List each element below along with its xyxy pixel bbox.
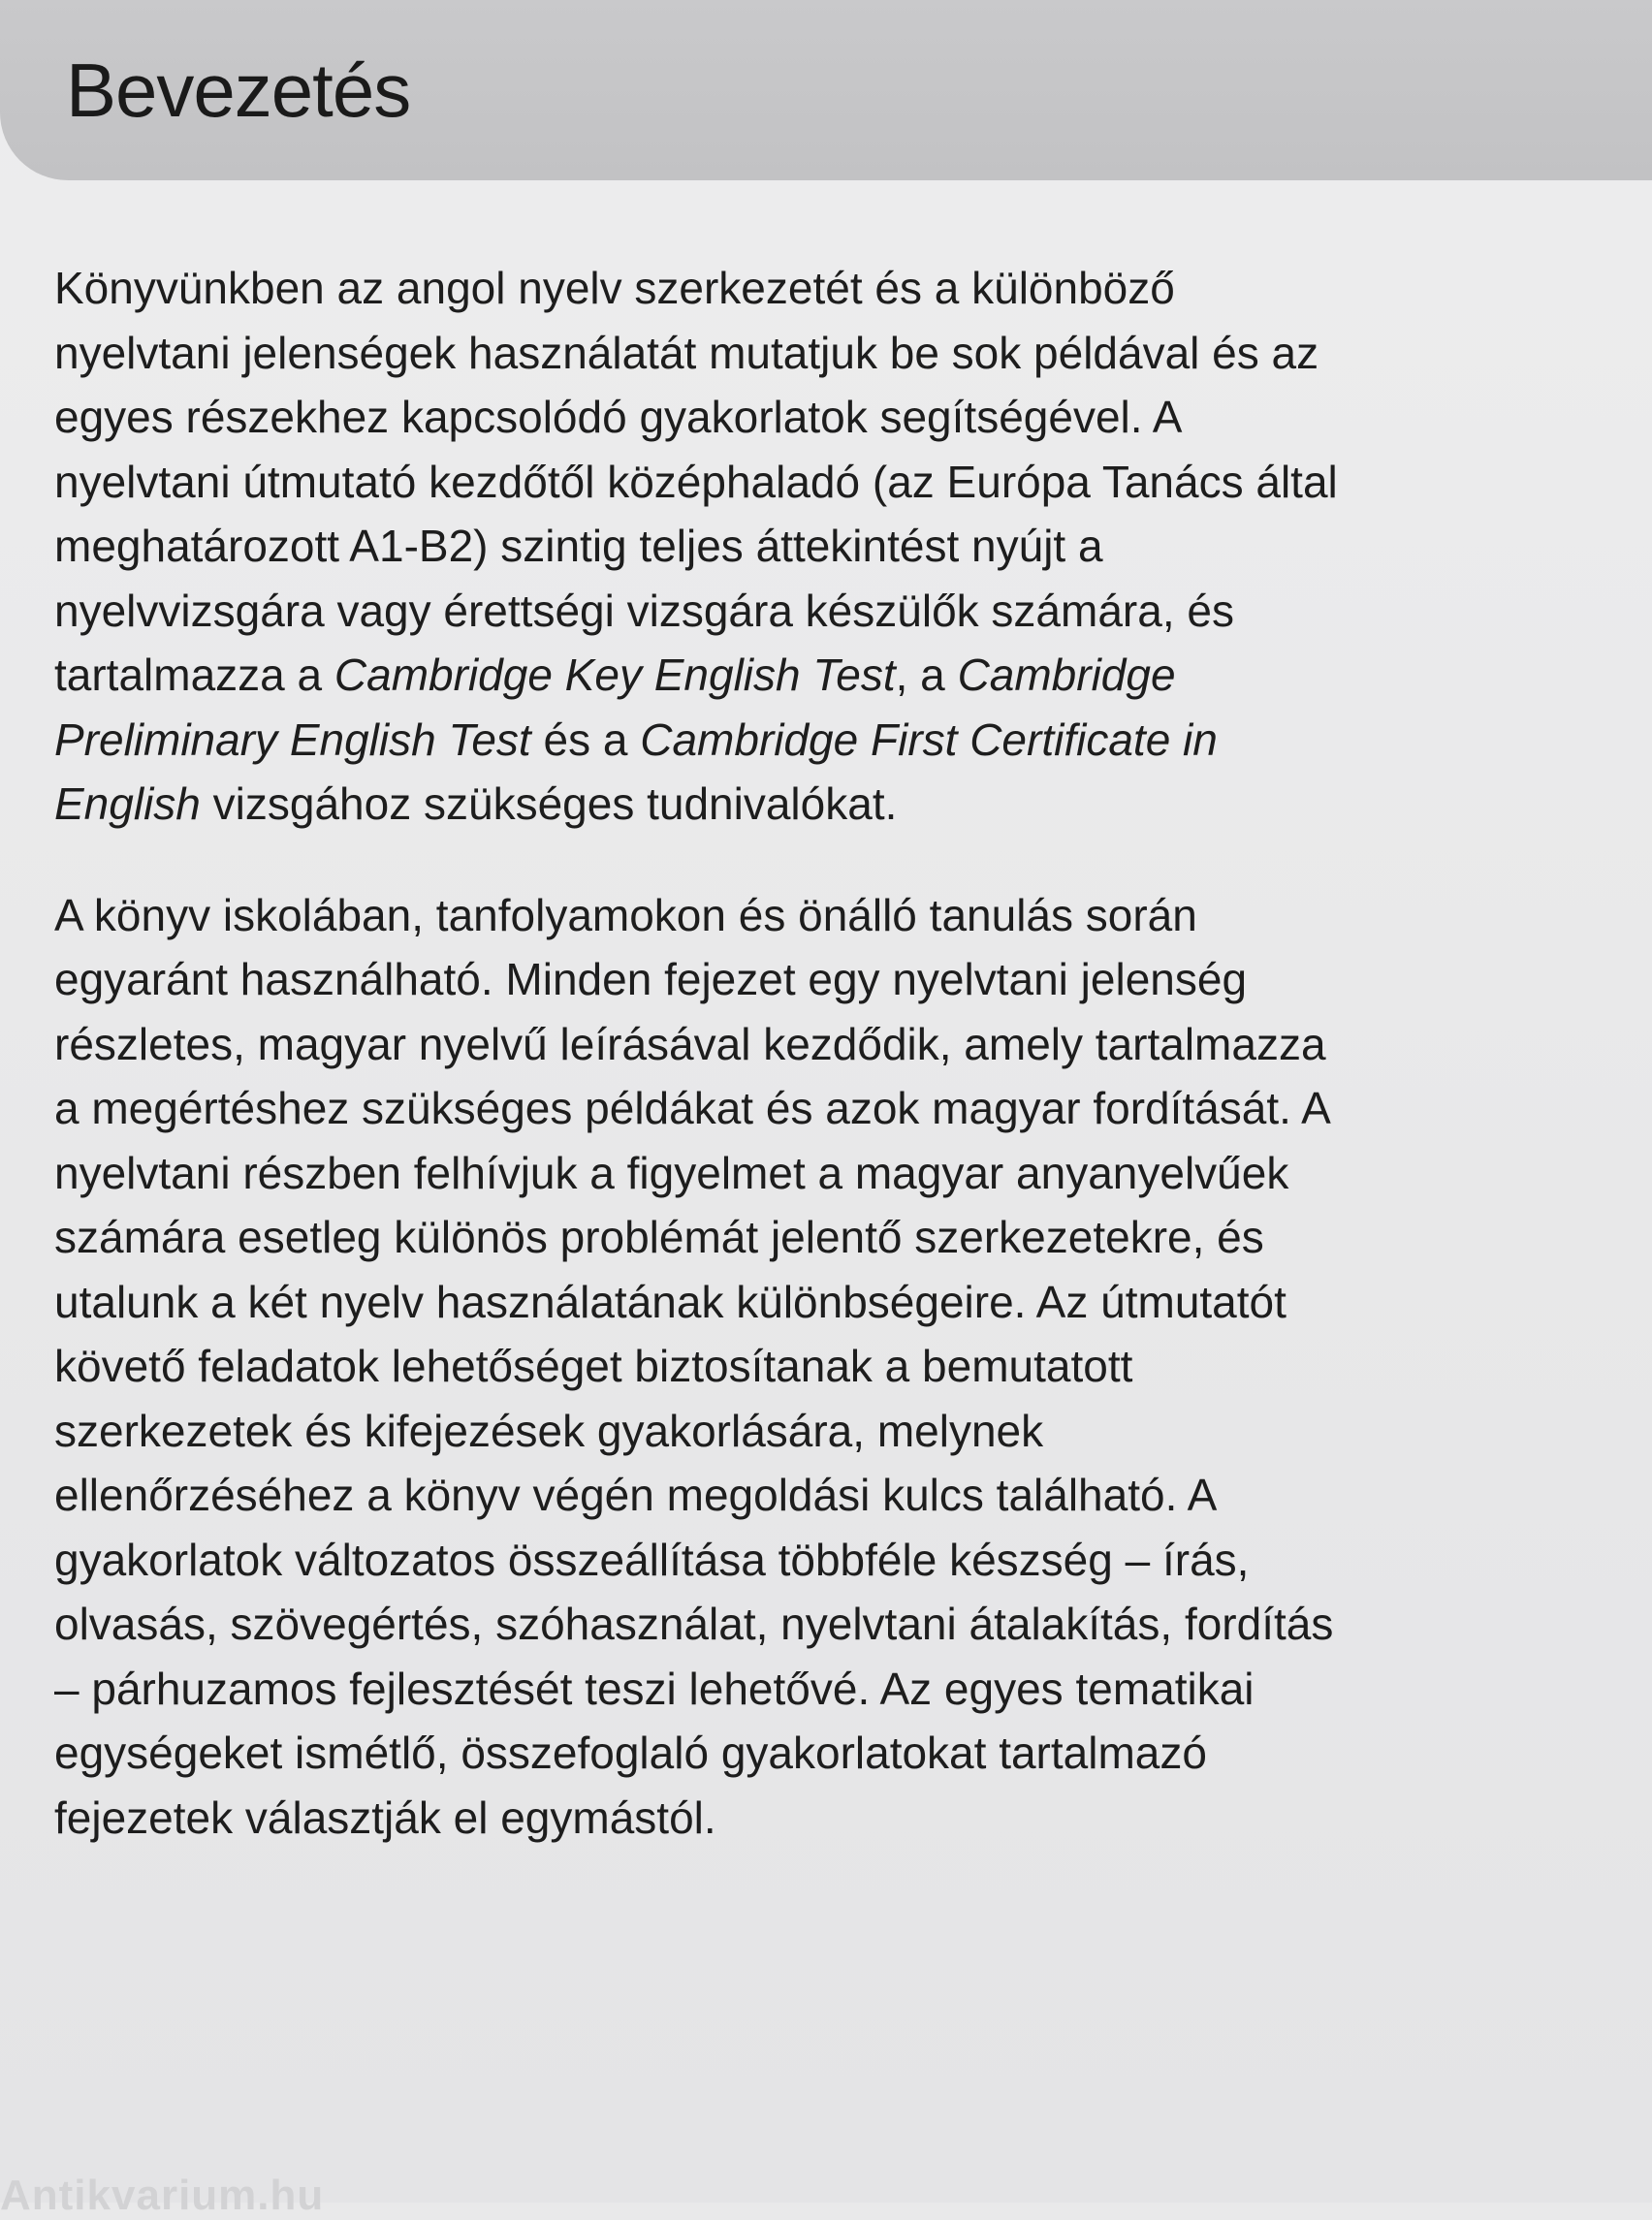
text-line	[54, 1334, 1567, 1399]
text-line	[54, 579, 1567, 644]
text-line	[54, 514, 1567, 579]
watermark: Antikvarium.hu	[0, 2172, 325, 2219]
text-line	[54, 947, 1567, 1012]
text-line	[54, 1721, 1567, 1786]
text-line	[54, 883, 1567, 948]
text-run: számára esetleg különös problémát jelentő szerkezetekre, és	[54, 1212, 1264, 1262]
italic-title-text: Cambridge	[957, 650, 1176, 700]
text-run: Könyvünkben az angol nyelv szerkezetét és a különböző	[54, 263, 1175, 313]
text-run: és a	[530, 714, 641, 765]
text-run: nyelvtani útmutató kezdőtől középhaladó (az Európa Tanács által	[54, 456, 1338, 507]
text-line	[54, 385, 1567, 450]
text-run: egységeket ismétlő, összefoglaló gyakorlatokat tartalmazó	[54, 1728, 1207, 1778]
text-run: ellenőrzéséhez a könyv végén megoldási kulcs található. A	[54, 1470, 1218, 1520]
paragraph	[54, 883, 1567, 1851]
italic-title-text: Preliminary English Test	[54, 714, 531, 765]
text-run: nyelvtani jelenségek használatát mutatjuk be sok példával és az	[54, 327, 1319, 378]
text-run: gyakorlatok változatos összeállítása többféle készség – írás,	[54, 1534, 1250, 1585]
italic-title-text: English	[54, 778, 201, 829]
text-line	[54, 1141, 1567, 1206]
text-line	[54, 1528, 1567, 1593]
text-run: , a	[895, 650, 958, 700]
text-run: fejezetek választják el egymástól.	[54, 1792, 716, 1843]
text-run: egyes részekhez kapcsolódó gyakorlatok segítségével. A	[54, 392, 1183, 442]
text-line	[54, 708, 1567, 773]
text-line	[54, 1399, 1567, 1464]
page-title: Bevezetés	[66, 48, 411, 133]
text-line	[54, 1076, 1567, 1141]
text-line	[54, 1463, 1567, 1528]
italic-title-text: Cambridge Key English Test	[334, 650, 896, 700]
text-run: szerkezetek és kifejezések gyakorlására, melynek	[54, 1405, 1044, 1456]
text-run: részletes, magyar nyelvű leírásával kezdődik, amely tartalmazza	[54, 1018, 1326, 1069]
body-text	[54, 256, 1567, 1896]
text-line	[54, 321, 1567, 386]
text-run: meghatározott A1-B2) szintig teljes áttekintést nyújt a	[54, 521, 1103, 571]
paragraph	[54, 256, 1567, 837]
text-run: tartalmazza a	[54, 650, 334, 700]
text-line	[54, 1270, 1567, 1335]
text-run: olvasás, szövegértés, szóhasználat, nyelvtani átalakítás, fordítás	[54, 1599, 1334, 1649]
text-line	[54, 1012, 1567, 1077]
text-run: követő feladatok lehetőséget biztosítanak a bemutatott	[54, 1341, 1133, 1391]
text-line	[54, 1205, 1567, 1270]
text-line	[54, 643, 1567, 708]
text-run: nyelvvizsgára vagy érettségi vizsgára készülők számára, és	[54, 585, 1234, 636]
text-line	[54, 256, 1567, 321]
text-run: utalunk a két nyelv használatának különbségeire. Az útmutatót	[54, 1276, 1287, 1327]
text-run: egyaránt használható. Minden fejezet egy nyelvtani jelenség	[54, 954, 1248, 1004]
header-band	[0, 0, 1652, 180]
italic-title-text: Cambridge First Certificate in	[640, 714, 1218, 765]
text-line	[54, 1786, 1567, 1851]
text-run: – párhuzamos fejlesztését teszi lehetővé. Az egyes tematikai	[54, 1663, 1255, 1714]
text-line	[54, 772, 1567, 837]
text-line	[54, 1592, 1567, 1657]
text-run: nyelvtani részben felhívjuk a figyelmet a magyar anyanyelvűek	[54, 1147, 1289, 1198]
text-run: A könyv iskolában, tanfolyamokon és önálló tanulás során	[54, 889, 1197, 940]
text-run: vizsgához szükséges tudnivalókat.	[200, 778, 898, 829]
text-line	[54, 450, 1567, 515]
text-line	[54, 1657, 1567, 1722]
text-run: a megértéshez szükséges példákat és azok magyar fordítását. A	[54, 1083, 1331, 1133]
